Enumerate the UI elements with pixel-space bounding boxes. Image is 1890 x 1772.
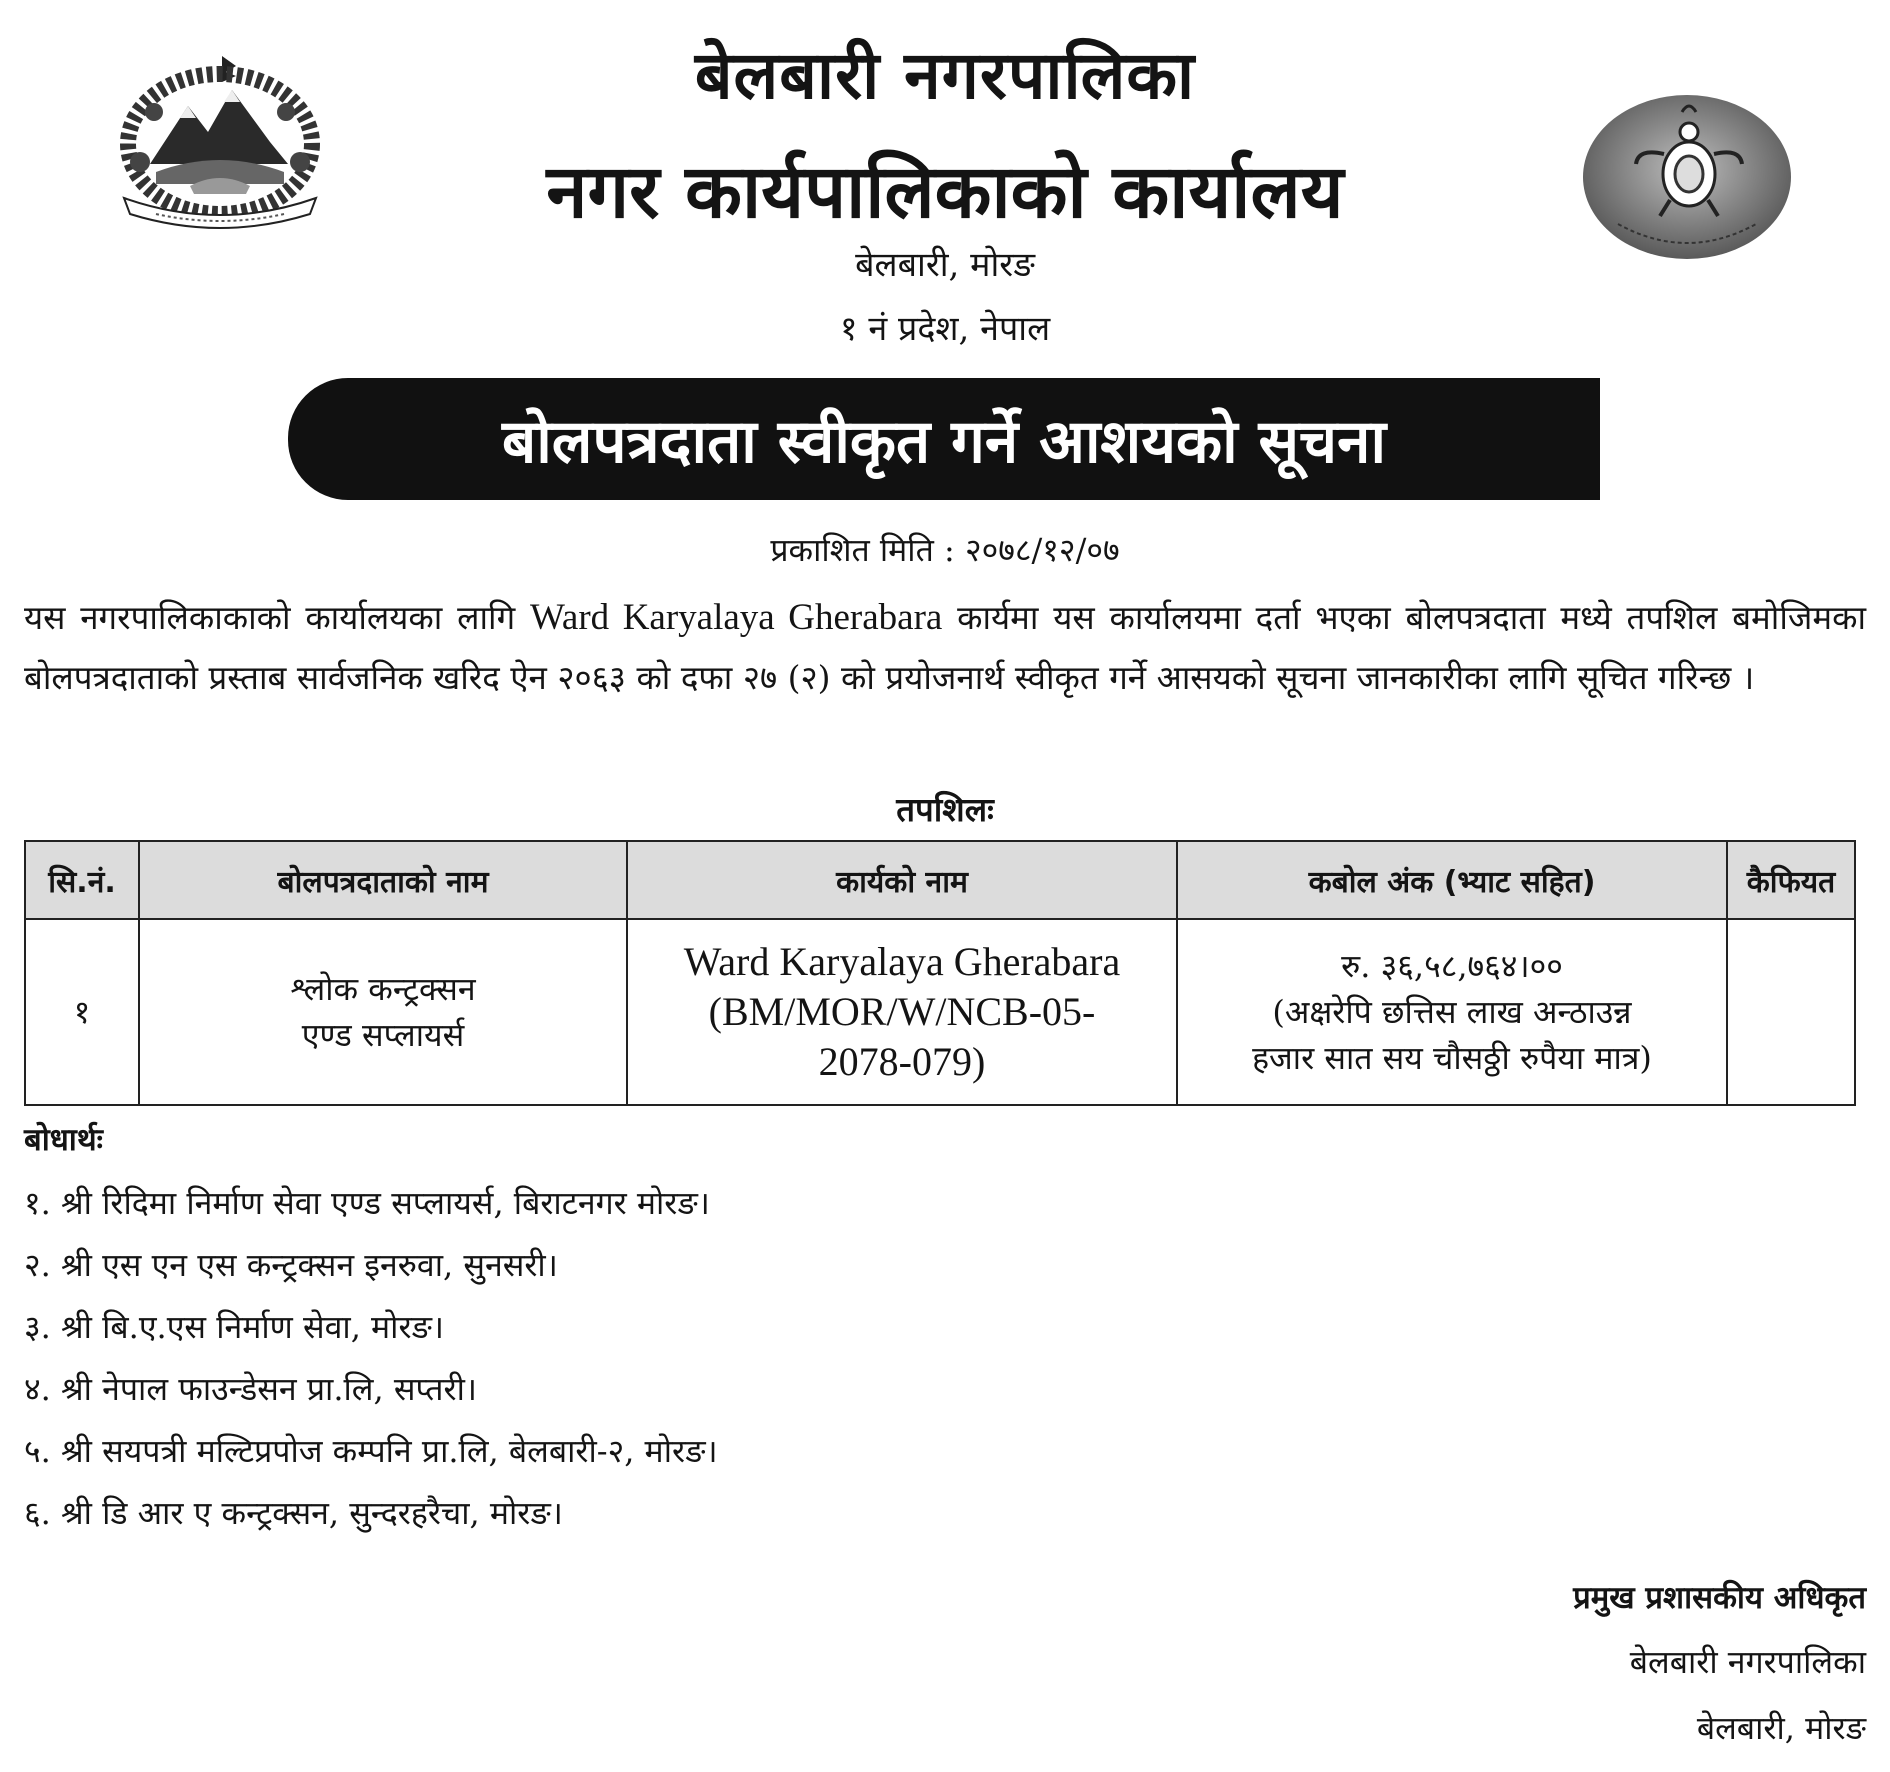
amount-line-1: रु. ३६,५८,७६४।०० — [1341, 947, 1563, 985]
signatory-office: बेलबारी नगरपालिका — [1629, 1643, 1866, 1681]
cc-list — [24, 1172, 718, 1544]
schedule-heading: तपशिलः — [896, 790, 994, 829]
paragraph-part-1: यस नगरपालिकाकाको कार्यालयका लागि — [24, 598, 530, 637]
list-item: ३. श्री बि.ए.एस निर्माण सेवा, मोरङ। — [24, 1308, 445, 1346]
amount-line-2: (अक्षरेपि छत्तिस लाख अन्ठाउन्न — [1272, 993, 1632, 1031]
bidder-line-2: एण्ड सप्लायर्स — [301, 1016, 465, 1054]
cc-heading: बोधार्थः — [24, 1122, 103, 1158]
column-bid-amount: कबोल अंक (भ्याट सहित) — [1177, 841, 1727, 919]
work-line-3: 2078-079) — [818, 1039, 986, 1084]
paragraph-part-2: कार्यमा यस कार्यालयमा दर्ता भएका बोलपत्रदाता मध्ये तपशिल बमोजिमका बोलपत्रदाताको प्रस्ताब सार्वजनिक खरिद ऐन २०६३ को दफा २७ (२) को प्रयोजनार्थ स्वीकृत गर्ने आसयको सूचना जानकारीका लागि सूचित गरिन्छ । — [24, 598, 1866, 697]
cell-bidder-name — [139, 919, 627, 1105]
bidder-table — [24, 840, 1856, 1106]
address-line-1: बेलबारी, मोरङ — [855, 245, 1035, 285]
column-bidder-name: बोलपत्रदाताको नाम — [139, 841, 627, 919]
table-header-row — [25, 841, 1855, 919]
table-row — [25, 919, 1855, 1105]
work-line-2: (BM/MOR/W/NCB-05- — [708, 989, 1096, 1034]
cell-remarks — [1727, 919, 1855, 1105]
cell-serial: १ — [25, 919, 139, 1105]
office-name: नगर कार्यपालिकाको कार्यालय — [546, 149, 1344, 235]
bidder-line-1: श्लोक कन्ट्रक्सन — [290, 970, 476, 1008]
list-item: १. श्री रिदिमा निर्माण सेवा एण्ड सप्लायर्स, बिराटनगर मोरङ। — [24, 1184, 710, 1222]
notice-title: बोलपत्रदाता स्वीकृत गर्ने आशयको सूचना — [501, 407, 1386, 477]
cell-bid-amount — [1177, 919, 1727, 1105]
signatory-designation: प्रमुख प्रशासकीय अधिकृत — [1573, 1580, 1866, 1616]
signatory-place: बेलबारी, मोरङ — [1696, 1709, 1866, 1747]
list-item: ५. श्री सयपत्री मल्टिप्रपोज कम्पनि प्रा.लि, बेलबारी-२, मोरङ। — [24, 1432, 718, 1470]
municipality-name: बेलबारी नगरपालिका — [694, 37, 1196, 114]
amount-line-3: हजार सात सय चौसठ्ठी रुपैया मात्र) — [1252, 1039, 1652, 1077]
column-serial: सि.नं. — [25, 841, 139, 919]
cell-work-name — [627, 919, 1177, 1105]
published-date: प्रकाशित मिति : २०७८/१२/०७ — [770, 531, 1120, 569]
column-remarks: कैफियत — [1727, 841, 1855, 919]
work-line-1: Ward Karyalaya Gherabara — [683, 939, 1121, 984]
column-work-name: कार्यको नाम — [627, 841, 1177, 919]
notice-title-banner — [288, 378, 1600, 500]
notice-paragraph — [24, 588, 1866, 708]
list-item: २. श्री एस एन एस कन्ट्रक्सन इनरुवा, सुनसरी। — [24, 1246, 558, 1284]
list-item: ४. श्री नेपाल फाउन्डेसन प्रा.लि, सप्तरी। — [24, 1370, 478, 1408]
list-item: ६. श्री डि आर ए कन्ट्रक्सन, सुन्दरहरैचा, मोरङ। — [24, 1494, 563, 1532]
address-line-2: १ नं प्रदेश, नेपाल — [839, 309, 1051, 349]
paragraph-work-name: Ward Karyalaya Gherabara — [529, 597, 943, 638]
